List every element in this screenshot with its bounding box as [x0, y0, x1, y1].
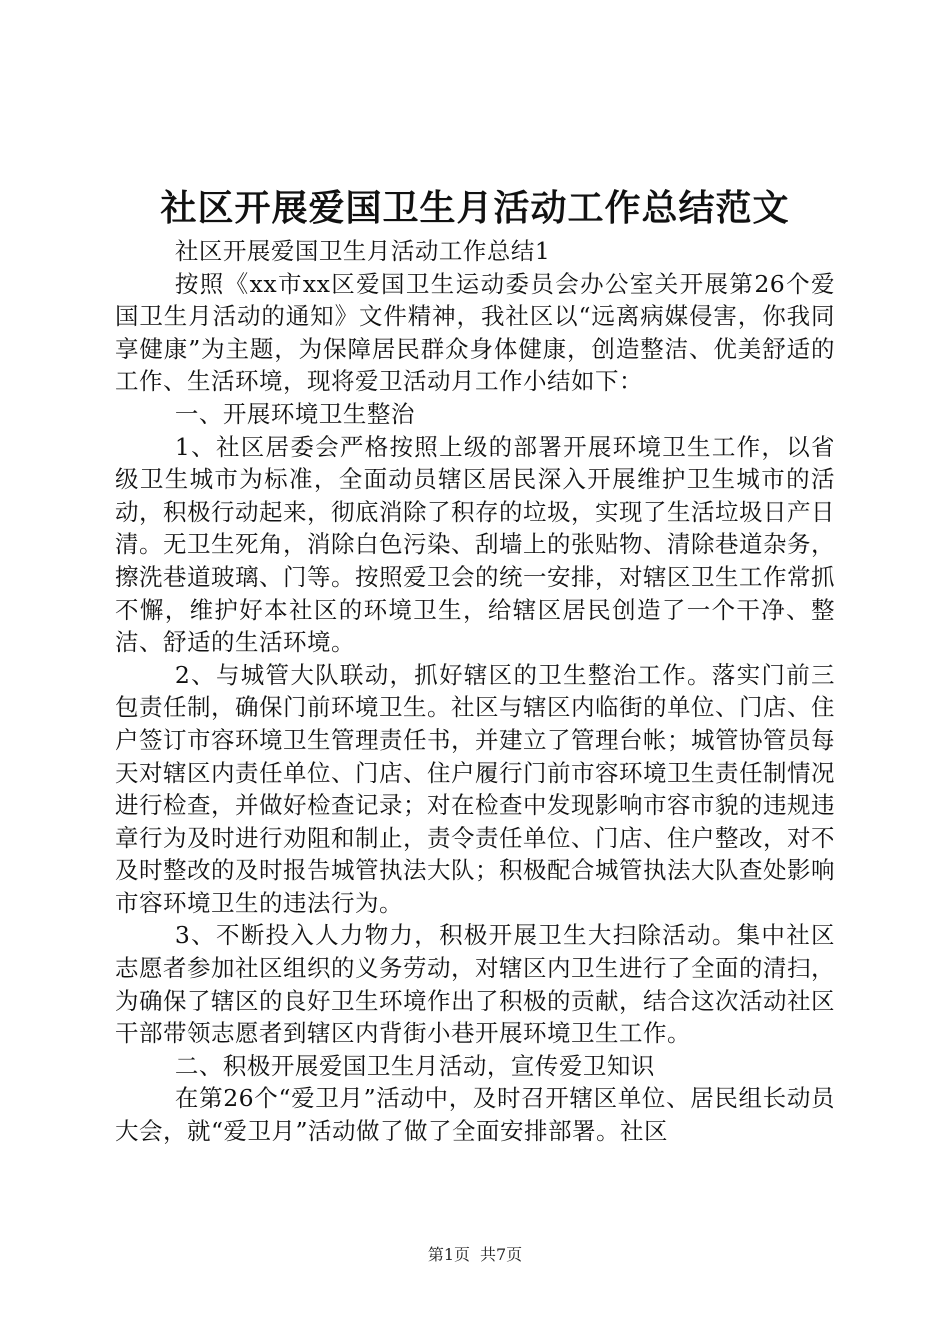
paragraph-section-2: 在第26个“爱卫月”活动中，及时召开辖区单位、居民组长动员大会，就“爱卫月”活动做了做了全面安排部署。社区	[115, 1084, 835, 1146]
paragraph-intro: 按照《xx市xx区爱国卫生运动委员会办公室关开展第26个爱国卫生月活动的通知》文件精神，我社区以“远离病媒侵害，你我同享健康”为主题，为保障居民群众身体健康，创造整洁、优美舒适的工作、生活环境，现将爱卫活动月工作小结如下：	[115, 269, 835, 396]
page-number-total: 共7页	[480, 1245, 523, 1264]
paragraph-item-2: 2、与城管大队联动，抓好辖区的卫生整治工作。落实门前三包责任制，确保门前环境卫生。社区与辖区内临街的单位、门店、住户签订市容环境卫生管理责任书，并建立了管理台帐；城管协管员每天对辖区内责任单位、门店、住户履行门前市容环境卫生责任制情况进行检查，并做好检查记录；对在检查中发现影响市容市貌的违规违章行为及时进行劝阻和制止，责令责任单位、门店、住户整改，对不及时整改的及时报告城管执法大队；积极配合城管执法大队查处影响市容环境卫生的违法行为。	[115, 660, 835, 917]
paragraph-subtitle: 社区开展爱国卫生月活动工作总结1	[174, 237, 551, 265]
document-body	[115, 235, 835, 1148]
paragraph-item-1: 1、社区居委会严格按照上级的部署开展环境卫生工作，以省级卫生城市为标准，全面动员辖区居民深入开展维护卫生城市的活动，积极行动起来，彻底消除了积存的垃圾，实现了生活垃圾日产日清。无卫生死角，消除白色污染、刮墙上的张贴物、清除巷道杂务，擦洗巷道玻璃、门等。按照爱卫会的统一安排，对辖区卫生工作常抓不懈，维护好本社区的环境卫生，给辖区居民创造了一个干净、整洁、舒适的生活环境。	[115, 432, 835, 657]
paragraph-item-3: 3、不断投入人力物力，积极开展卫生大扫除活动。集中社区志愿者参加社区组织的义务劳动，对辖区内卫生进行了全面的清扫，为确保了辖区的良好卫生环境作出了积极的贡献，结合这次活动社区干部带领志愿者到辖区内背街小巷开展环境卫生工作。	[115, 921, 835, 1048]
section-heading-1: 一、开展环境卫生整治	[174, 399, 415, 428]
section-heading-2: 二、积极开展爱国卫生月活动，宣传爱卫知识	[174, 1051, 655, 1080]
page-number-current: 第1页	[427, 1245, 470, 1264]
document-title: 社区开展爱国卫生月活动工作总结范文	[160, 188, 790, 229]
page-footer	[0, 1244, 950, 1266]
